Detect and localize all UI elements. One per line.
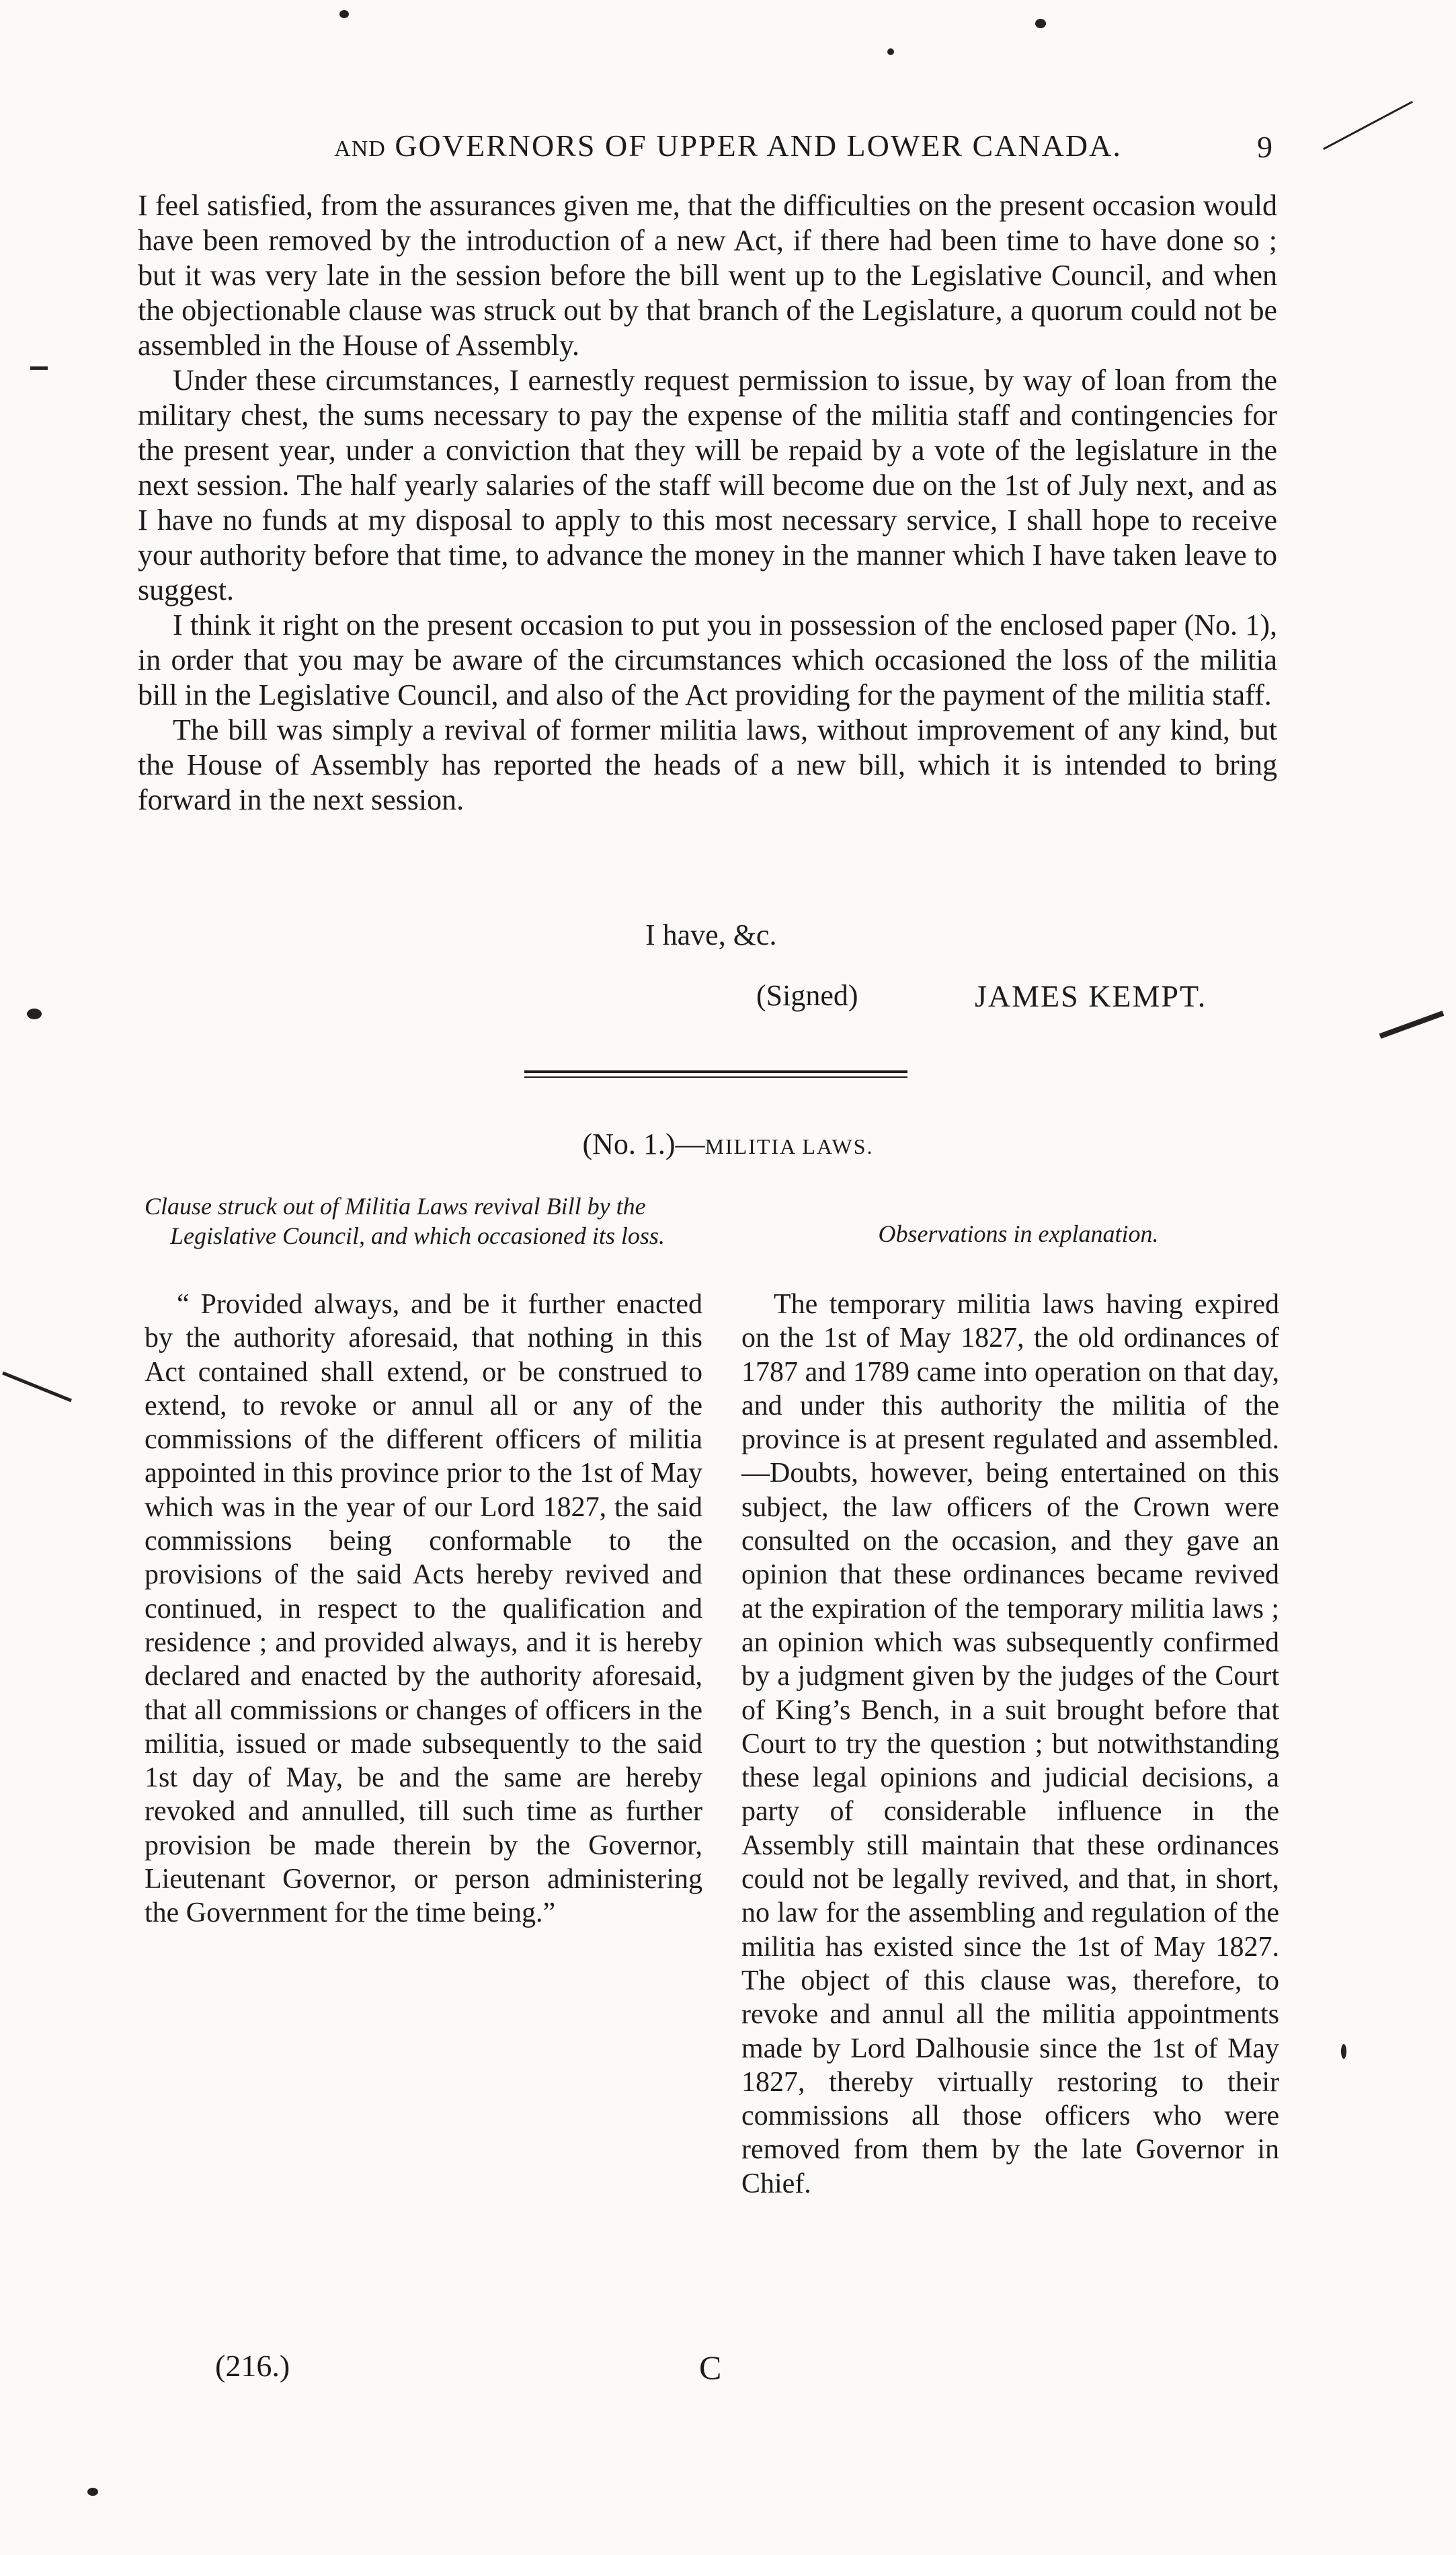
right-column-heading: Observations in explanation. [878,1220,1159,1247]
divider-rule [524,1070,907,1073]
enclosure-title-text: MILITIA LAWS. [704,1134,874,1158]
scan-speck [27,1009,42,1019]
scan-streak [2,1372,72,1403]
divider-rule-thin [524,1076,907,1078]
letter-paragraph: The bill was simply a revival of former militia laws, without improvement of any kind, but the House of Assembly has reported the heads of a new bill, which it is intended to bring forward in the next session. [138,713,1277,816]
signature-mark: (216.) [215,2349,290,2383]
enclosure-number: (No. 1.)— [582,1128,705,1161]
page-number: 9 [1257,130,1272,164]
running-head [0,128,1456,163]
letter-paragraph: I feel satisfied, from the assurances given me, that the difficulties on the present occasion would have been removed by the introduction of a new Act, if there had been time to have done so ; but it was very late in the session before the bill went up to the Legislative Council, and when the objectionable clause was struck out by that branch of the Legislature, a quorum could not be assembled in the House of Assembly. [138,189,1277,362]
running-head-title: GOVERNORS OF UPPER AND LOWER CANADA. [395,128,1122,163]
letter-closing: I have, &c. [645,918,777,951]
enclosure-title [0,1127,1456,1161]
scan-speck [887,48,894,55]
letter-paragraph: Under these circumstances, I earnestly request permission to issue, by way of loan from the military chest, the sums necessary to pay the expense of the militia staff and contingencies for the present year, under a conviction that they will be repaid by a vote of the legislature in the next session. The half yearly salaries of the staff will become due on the 1st of July next, and as I have no funds at my disposal to apply to this most necessary service, I shall hope to receive your authority before that time, to advance the money in the manner which I have taken leave to suggest. [138,364,1277,606]
clause-text: “ Provided always, and be it further enacted by the authority aforesaid, that nothing in this Act contained shall extend, or be construed to extend, to revoke or annul all or any of the commissions of the different officers of militia appointed in this province prior to the 1st of May which was in the year of our Lord 1827, the said commissions being conformable to the provisions of the said Acts hereby revived and continued, in respect to the qualification and residence ; and provided always, and it is hereby declared and enacted by the authority aforesaid, that all commissions or changes of officers in the militia, issued or made subsequently to the said 1st day of May, be and the same are hereby revoked and annulled, till such time as further provision be made therein by the Governor, Lieutenant Governor, or person administering the Government for the time being.” [145,1289,702,1929]
running-head-prefix: AND [334,136,386,161]
letter-paragraph: I think it right on the present occasion to put you in possession of the enclosed paper (No. 1), in order that you may be aware of the circumstances which occasioned the loss of the militia bill in the Legislative Council, and also of the Act providing for the payment of the militia staff. [138,608,1277,711]
left-column-heading: Clause struck out of Militia Laws revival Bill by the Legislative Council, and which occasioned its loss. [145,1193,665,1249]
observations-text: The temporary militia laws having expired on the 1st of May 1827, the old ordinances of 1787 and 1789 came into operation on that day, and under this authority the militia of the province is at present regulated and assembled.—Doubts, however, being entertained on this subject, the law officers of the Crown were consulted on the occasion, and they gave an opinion that these ordinances became revived at the expiration of the temporary militia laws ; an opinion which was subsequently confirmed by a judgment given by the judges of the Court of King’s Bench, in a suit brought before that Court to try the question ; but notwithstanding these legal opinions and judicial decisions, a party of considerable influence in the Assembly still maintain that these ordinances could not be legally revived, and that, in short, no law for the assembling and regulation of the militia has existed since the 1st of May 1827. The object of this clause was, therefore, to revoke and annul all the militia appointments made by Lord Dalhousie since the 1st of May 1827, thereby virtually restoring to their commissions all those officers who were removed from them by the late Governor in Chief. [741,1289,1279,2199]
scan-speck [1341,2044,1346,2059]
scan-streak [30,366,48,370]
scan-streak [1379,1011,1445,1039]
scan-speck [87,2488,98,2496]
scan-speck [339,10,349,18]
scan-speck [1035,19,1046,28]
letter-body [138,188,1277,818]
signer-name: JAMES KEMPT. [975,979,1207,1013]
signed-label: (Signed) [756,979,858,1012]
sheet-letter: C [699,2349,722,2386]
